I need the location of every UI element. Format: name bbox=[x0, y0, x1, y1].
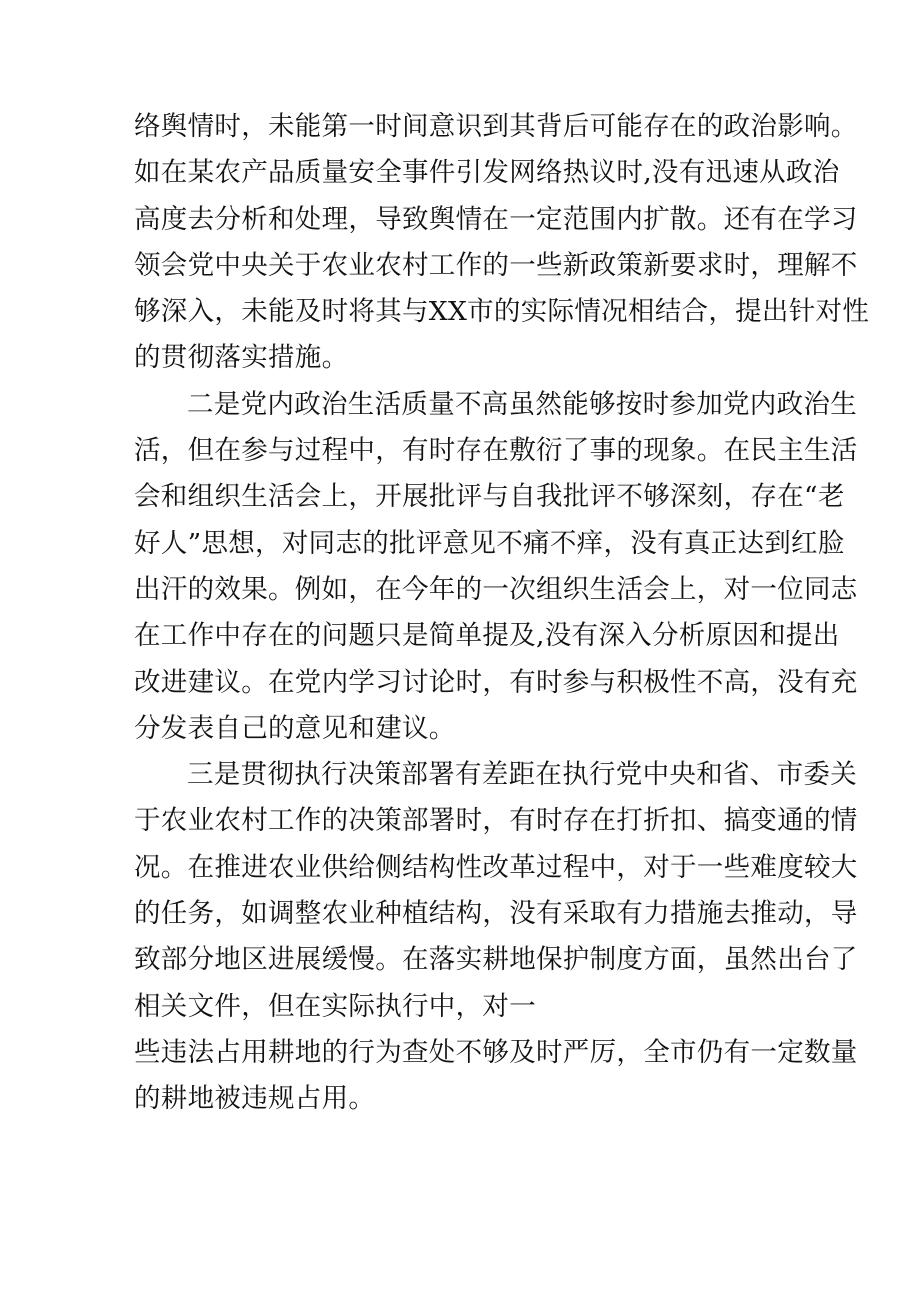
body-text bbox=[134, 104, 870, 1123]
text-line: 的耕地被违规占用。 bbox=[134, 1083, 376, 1115]
text-line: 会和组织生活会上，开展批评与自我批评不够深刻，存在“老 bbox=[134, 481, 845, 513]
text-line: 在工作中存在的问题只是简单提及,没有深入分析原因和提出 bbox=[134, 620, 840, 652]
text-line: 领会党中央关于农业农村工作的一些新政策新要求时，理解不 bbox=[134, 249, 858, 281]
text-line: 如在某农产品质量安全事件引发网络热议时,没有迅速从政治 bbox=[134, 157, 840, 189]
text-line: 于农业农村工作的决策部署时，有时存在打折扣、搞变通的情 bbox=[134, 805, 858, 837]
text-line: 况。在推进农业供给侧结构性改革过程中，对于一些难度较大 bbox=[134, 851, 858, 883]
text-line: 改进建议。在党内学习讨论时，有时参与积极性不高，没有充 bbox=[134, 666, 858, 698]
text-line: 够深入，未能及时将其与XX市的实际情况相结合，提出针对性 bbox=[134, 296, 870, 328]
text-line: 相关文件，但在实际执行中，对一 bbox=[134, 990, 536, 1022]
text-line: 致部分地区进展缓慢。在落实耕地保护制度方面，虽然出台了 bbox=[134, 944, 858, 976]
text-line: 的贯彻落实措施。 bbox=[134, 342, 349, 374]
text-line: 活，但在参与过程中，有时存在敷衍了事的现象。在民主生活 bbox=[134, 435, 858, 467]
text-line: 好人”思想，对同志的批评意见不痛不痒，没有真正达到红脸 bbox=[134, 527, 845, 559]
text-line: 分发表自己的意见和建议。 bbox=[134, 712, 456, 744]
text-line: 络舆情时，未能第一时间意识到其背后可能存在的政治影响。 bbox=[134, 111, 858, 142]
text-line: 出汗的效果。例如，在今年的一次组织生活会上，对一位同志 bbox=[134, 573, 858, 605]
paragraph-start-line: 三是贯彻执行决策部署有差距在执行党中央和省、市委关 bbox=[187, 759, 857, 791]
text-line: 高度去分析和处理，导致舆情在一定范围内扩散。还有在学习 bbox=[134, 203, 858, 235]
text-line: 些违法占用耕地的行为查处不够及时严厉，全市仍有一定数量 bbox=[134, 1036, 858, 1068]
paragraph-start-line: 二是党内政治生活质量不高虽然能够按时参加党内政治生 bbox=[187, 388, 857, 420]
text-line: 的任务，如调整农业种植结构，没有采取有力措施去推动，导 bbox=[134, 898, 858, 930]
